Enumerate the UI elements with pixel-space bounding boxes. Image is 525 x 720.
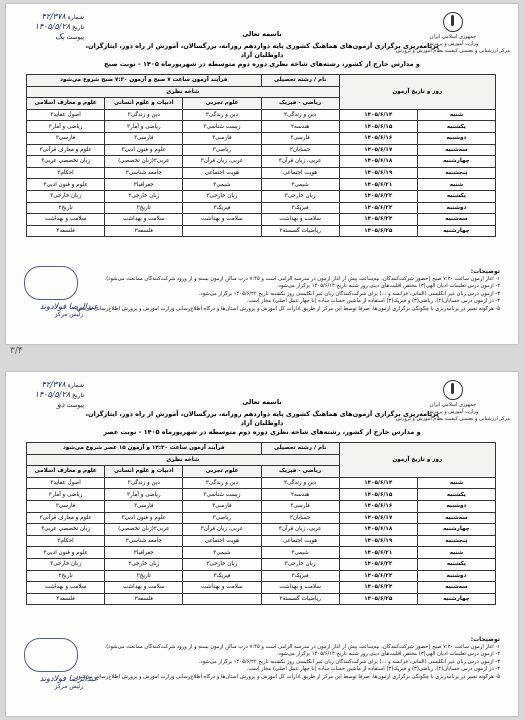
table-row [27, 109, 496, 121]
exam-day: یکشنبه [417, 558, 495, 570]
title-line-1: برنامه‌ریزی برگزاری آزمون‌های هماهنگ کشوری پایه دوازدهم روزانه، بزرگسالان، آموزش از راه دور، ایثارگران، داوطلبان آزاد [85, 42, 439, 59]
subject-cell: هویت اجتماعی [261, 535, 339, 547]
subject-cell: علوم و فنون ادبی۳ [105, 512, 183, 524]
exam-date: ۱۴۰۵/۶/۲۱ [339, 547, 417, 559]
note-line: ۵- هرگونه تغییر در برنامه‌ریزی با چگونگی برگزاری آزمون‌ها، صرفاً توسط این مرکز از طریق ادارات کل آموزش و پرورش استان‌ها و درگاه اطلاع‌رسانی وزارت آموزش و پرورش اطلاع‌رسانی می‌شود. [74, 673, 500, 680]
subject-cell: فلسفه۳ [27, 593, 105, 605]
subject-cell: فارسی۳ [27, 132, 105, 144]
subject-cell: دین و زندگی۳ [105, 109, 183, 121]
center-label: مرکز ارزشیابی و تضمین کیفیت نظام آموزش و پرورش [395, 416, 511, 422]
branch-label: شاخه نظری [27, 454, 340, 466]
subject-cell: شیمی۳ [261, 547, 339, 559]
exam-date: ۱۴۰۵/۶/۱۹ [339, 535, 417, 547]
exam-day: چهارشنبه [417, 524, 495, 536]
table-row [27, 132, 496, 144]
subject-cell: عربی۳(زبان تخصصی) [105, 524, 183, 536]
subject-cell: ریاضی۳ [183, 144, 261, 156]
subject-cell: دین و زندگی۳ [105, 477, 183, 489]
col-field-header: نام / رشته تحصیلی [261, 75, 339, 87]
signer-role: رئیس مرکز [54, 311, 84, 318]
notes-title: توضیحات: [470, 268, 500, 275]
exam-date: ۱۴۰۵/۶/۱۷ [339, 144, 417, 156]
subject-cell: سلامت و بهداشت [105, 582, 183, 594]
subject-cell: سلامت و بهداشت [27, 214, 105, 226]
col-day-header: روز و تاریخ آزمون [339, 443, 495, 478]
exam-date: ۱۴۰۵/۶/۱۶ [339, 500, 417, 512]
title-line-2: و مدارس خارج از کشور، رشته‌های شاخه نظری دوره دوم متوسطه در شهریورماه ۱۴۰۵ - نوبت صبح [104, 60, 420, 68]
exam-date: ۱۴۰۵/۶/۲۵ [339, 225, 417, 237]
subject-cell: علوم و فنون ادبی۳ [27, 179, 105, 191]
subject-cell: تاریخ۳ [105, 202, 183, 214]
subject-cell: جامعه شناسی۳ [105, 535, 183, 547]
exam-time-note: فرآیند آزمون ساعت ۱۴:۳۰ و آزمون ۱۵ عصر شروع می‌شود [27, 443, 262, 455]
exam-date: ۱۴۰۵/۶/۱۸ [339, 524, 417, 536]
exam-date: ۱۴۰۵/۶/۱۴ [339, 109, 417, 121]
title-line-1: برنامه‌ریزی برگزاری آزمون‌های هماهنگ کشوری پایه دوازدهم روزانه، بزرگسالان، آموزش از راه دور، ایثارگران، داوطلبان آزاد [85, 410, 439, 427]
center-label: مرکز ارزشیابی و تضمین کیفیت نظام آموزش و پرورش [395, 48, 511, 54]
subject-cell: هویت اجتماعی [261, 167, 339, 179]
iran-emblem-icon [443, 380, 463, 400]
subject-cell: زیست شناسی۳ [183, 489, 261, 501]
document-page-1 [6, 4, 518, 344]
table-row [27, 489, 496, 501]
exam-day: دوشنبه [417, 132, 495, 144]
note-line: ۱- آغاز آزمون ساعت ۷:۳۰ صبح (حضور شرکت‌کنندگان، نیم‌ساعت پیش از آغاز آزمون در مدرسه الزامی است و ۷:۴۵ درب سالن آزمون بسته و از ورود شرکت‌کنندگان ممانعت می‌شود). [104, 643, 500, 650]
signature-block [24, 674, 114, 690]
subject-cell: علوم و معارف قرآنی۳ [27, 144, 105, 156]
document-page-2 [6, 372, 518, 716]
subject-cell: ریاضی و آمار۳ [105, 121, 183, 133]
table-row [27, 202, 496, 214]
branch-label: شاخه نظری [27, 86, 340, 98]
subject-cell: عربی، زبان قرآن۳ [183, 524, 261, 536]
subject-cell: تاریخ۳ [27, 570, 105, 582]
subject-cell: فارسی۳ [105, 500, 183, 512]
exam-date: ۱۴۰۵/۶/۱۴ [339, 477, 417, 489]
subject-cell: سلامت و بهداشت [105, 214, 183, 226]
table-row [27, 214, 496, 226]
subject-cell: فارسی۳ [261, 500, 339, 512]
exam-day: پنجشنبه [417, 535, 495, 547]
exam-day: یکشنبه [417, 121, 495, 133]
note-line: ۴- در آزمون درس حسابان(۲)، ریاضی(۳) و فیزیک(۳) استفاده از ماشین حساب ساده (با چهار عمل اصلی) مجاز است. [246, 298, 500, 305]
subject-cell: فارسی۳ [183, 500, 261, 512]
subject-cell: شیمی۳ [183, 547, 261, 559]
field-header: ریاضی - فیزیک [261, 466, 339, 478]
subject-cell: هویت اجتماعی [183, 167, 261, 179]
subject-cell: زبان خارجی۳ [183, 190, 261, 202]
subject-cell: سلامت و بهداشت [183, 582, 261, 594]
note-line: ۲- آزمون درس تعلیمات ادیان الهی(۳) مختص اقلیت‌های دینی روز شنبه تاریخ ۱۴۰۵/۶/۱۴ برگزار می‌شود. [276, 651, 500, 658]
subject-cell: دین و زندگی۳ [261, 109, 339, 121]
exam-schedule-table [26, 442, 496, 605]
subject-cell: حسابان۲ [261, 512, 339, 524]
table-header-row [27, 75, 496, 87]
subject-cell: جامعه شناسی۳ [105, 167, 183, 179]
subject-cell: فیزیک۳ [261, 570, 339, 582]
exam-date: ۱۴۰۵/۶/۲۲ [339, 190, 417, 202]
date-label: تاریخ [72, 392, 84, 399]
exam-day: دوشنبه [417, 202, 495, 214]
exam-day: سه‌شنبه [417, 214, 495, 226]
subject-cell: سلامت و بهداشت [27, 582, 105, 594]
subject-cell: زبان خارجی۳ [183, 558, 261, 570]
signer-name: عبدالرضا فولادوند [39, 302, 99, 311]
exam-day: سه‌شنبه [417, 582, 495, 594]
signer-role: رئیس مرکز [54, 683, 84, 690]
subject-cell: هندسه۳ [261, 489, 339, 501]
note-line: ۲- آزمون درس تعلیمات ادیان الهی(۳) مختص اقلیت‌های دینی روز شنبه تاریخ ۱۴۰۵/۶/۱۴ برگزار می‌شود. [276, 283, 500, 290]
subject-cell: فارسی۳ [183, 132, 261, 144]
subject-cell: زیست شناسی۳ [183, 121, 261, 133]
subject-cell: سلامت و بهداشت [261, 582, 339, 594]
field-header: علوم و معارف اسلامی [27, 98, 105, 110]
table-row [27, 225, 496, 237]
subject-cell: احکام۳ [27, 167, 105, 179]
number-label: شماره [67, 14, 84, 21]
exam-day: شنبه [417, 179, 495, 191]
exam-day: سه‌شنبه [417, 144, 495, 156]
subject-cell: جغرافیا۳ [105, 179, 183, 191]
page-number: ۳/۴ [10, 346, 23, 356]
exam-day: سه‌شنبه [417, 512, 495, 524]
subject-cell: زبان خارجی۳ [105, 558, 183, 570]
table-row [27, 121, 496, 133]
letter-date: ۱۴۰۵/۵/۲۸ [34, 22, 71, 31]
exam-date: ۱۴۰۵/۶/۲۴ [339, 214, 417, 226]
subject-cell: سلامت و بهداشت [261, 214, 339, 226]
exam-date: ۱۴۰۵/۶/۲۱ [339, 179, 417, 191]
table-row [27, 570, 496, 582]
exam-day: دوشنبه [417, 570, 495, 582]
bismillah-heading: باسمه تعالی [242, 398, 282, 406]
exam-day: یکشنبه [417, 489, 495, 501]
subject-cell: حسابان۲ [261, 144, 339, 156]
subject-cell: جغرافیا۳ [105, 547, 183, 559]
subject-cell: زبان تخصصی عربی۳ [27, 524, 105, 536]
title-line-2: و مدارس خارج از کشور، رشته‌های شاخه نظری دوره دوم متوسطه در شهریورماه ۱۴۰۵ - نوبت عصر [103, 428, 421, 436]
exam-date: ۱۴۰۵/۶/۱۷ [339, 512, 417, 524]
subject-cell: زبان خارجی۳ [261, 190, 339, 202]
subject-cell: شیمی۳ [261, 179, 339, 191]
table-row [27, 558, 496, 570]
subject-cell: فارسی۳ [105, 132, 183, 144]
col-day-header: روز و تاریخ آزمون [339, 75, 495, 110]
subject-cell: سلامت و بهداشت [183, 214, 261, 226]
table-row [27, 167, 496, 179]
attach-label: پیوست [66, 34, 84, 41]
subject-cell: دین و زندگی۳ [183, 109, 261, 121]
subject-cell: هویت اجتماعی [183, 535, 261, 547]
number-label: شماره [67, 382, 84, 389]
table-row [27, 512, 496, 524]
document-title [76, 42, 448, 69]
subject-cell: فیزیک۳ [183, 202, 261, 214]
exam-day: شنبه [417, 109, 495, 121]
exam-day: شنبه [417, 477, 495, 489]
table-row [27, 477, 496, 489]
iran-emblem-icon [443, 12, 463, 32]
official-stamp-icon [24, 266, 78, 300]
subject-cell: اصول عقاید۳ [27, 109, 105, 121]
field-header: علوم تجربی [183, 466, 261, 478]
exam-time-note: فرآیند آزمون ساعت ۷ صبح و آزمون ۷:۳۰ صبح شروع می‌شود [27, 75, 262, 87]
subject-cell [183, 593, 261, 605]
table-row [27, 524, 496, 536]
exam-date: ۱۴۰۵/۶/۲۵ [339, 593, 417, 605]
exam-day: پنجشنبه [417, 167, 495, 179]
subject-cell: ریاضی و آمار۳ [105, 489, 183, 501]
table-row [27, 535, 496, 547]
subject-cell: علوم و معارف قرآنی۳ [27, 512, 105, 524]
subject-cell: عربی، زبان قرآن۳ [183, 156, 261, 168]
subject-cell: ریاضی۳ [183, 512, 261, 524]
note-line: ۳- آزمون درس زبان غیر انگلیسی (آلمانی، فرانسه و ...) برای شرکت‌کنندگان زبان غیر انگلیسی روز یکشنبه تاریخ ۱۴۰۵/۶/۲۲ برگزار می‌شود. [198, 658, 500, 665]
bismillah-heading: باسمه تعالی [242, 30, 282, 38]
note-line: ۱- آغاز آزمون ساعت ۷:۳۰ صبح (حضور شرکت‌کنندگان، نیم‌ساعت پیش از آغاز آزمون در مدرسه الزامی است و ۷:۴۵ درب سالن آزمون بسته و از ورود شرکت‌کنندگان ممانعت می‌شود). [104, 275, 500, 282]
subject-cell: فیزیک۳ [183, 570, 261, 582]
exam-date: ۱۴۰۵/۶/۲۲ [339, 558, 417, 570]
subject-cell: دین و زندگی۳ [261, 477, 339, 489]
signer-name: عبدالرضا فولادوند [39, 674, 99, 683]
field-header: ادبیات و علوم انسانی [105, 98, 183, 110]
subject-cell: فلسفه۳ [105, 593, 183, 605]
subject-cell: ریاضیات گسسته۳ [261, 593, 339, 605]
table-row [27, 190, 496, 202]
subject-cell: تاریخ۳ [105, 570, 183, 582]
subject-cell: اصول عقاید۳ [27, 477, 105, 489]
exam-day: چهارشنبه [417, 225, 495, 237]
table-row [27, 156, 496, 168]
subject-cell: زبان خارجی۳ [27, 190, 105, 202]
subject-cell: هندسه۳ [261, 121, 339, 133]
subject-cell: زبان تخصصی عربی۳ [27, 156, 105, 168]
table-row [27, 144, 496, 156]
table-row [27, 500, 496, 512]
exam-date: ۱۴۰۵/۶/۲۳ [339, 570, 417, 582]
exam-date: ۱۴۰۵/۶/۱۹ [339, 167, 417, 179]
exam-day: شنبه [417, 547, 495, 559]
subject-cell: دین و زندگی۳ [183, 477, 261, 489]
subject-cell: زبان خارجی۳ [27, 558, 105, 570]
official-stamp-icon [24, 638, 78, 672]
exam-day: چهارشنبه [417, 593, 495, 605]
field-header: ریاضی - فیزیک [261, 98, 339, 110]
subject-cell: علوم و فنون ادبی۳ [105, 144, 183, 156]
ministry-label: وزارت آموزش و پرورش [427, 41, 479, 47]
subject-cell: ریاضی و آمار۳ [27, 121, 105, 133]
letter-attach: یک [55, 32, 65, 41]
subject-cell: زبان خارجی۳ [105, 190, 183, 202]
table-row [27, 582, 496, 594]
subject-cell: تاریخ۳ [27, 202, 105, 214]
subject-cell: ریاضیات گسسته۳ [261, 225, 339, 237]
ministry-label: وزارت آموزش و پرورش [427, 409, 479, 415]
date-label: تاریخ [72, 24, 84, 31]
letter-attach: دو [57, 400, 65, 409]
letter-date: ۱۴۰۵/۵/۲۸ [34, 390, 71, 399]
subject-cell: عربی، زبان قرآن۳ [261, 524, 339, 536]
republic-label: جمهوری اسلامی ایران [429, 34, 477, 40]
republic-label: جمهوری اسلامی ایران [429, 402, 477, 408]
table-row [27, 547, 496, 559]
subject-cell [183, 225, 261, 237]
subject-cell: فیزیک۳ [261, 202, 339, 214]
notes-title: توضیحات: [470, 636, 500, 643]
field-header: علوم و معارف اسلامی [27, 466, 105, 478]
exam-schedule-table [26, 74, 496, 237]
table-row [27, 593, 496, 605]
exam-date: ۱۴۰۵/۶/۲۳ [339, 202, 417, 214]
subject-cell: عربی، زبان قرآن۳ [261, 156, 339, 168]
exam-date: ۱۴۰۵/۶/۲۴ [339, 582, 417, 594]
exam-day: دوشنبه [417, 500, 495, 512]
field-header: ادبیات و علوم انسانی [105, 466, 183, 478]
signature-block [24, 302, 114, 318]
exam-date: ۱۴۰۵/۶/۱۵ [339, 489, 417, 501]
document-title [76, 410, 448, 437]
exam-date: ۱۴۰۵/۶/۱۸ [339, 156, 417, 168]
col-field-header: نام / رشته تحصیلی [261, 443, 339, 455]
exam-day: چهارشنبه [417, 156, 495, 168]
note-line: ۴- در آزمون درس حسابان(۲)، ریاضی(۳) و فیزیک(۳) استفاده از ماشین حساب ساده (با چهار عمل اصلی) مجاز است. [246, 666, 500, 673]
subject-cell: فلسفه۳ [105, 225, 183, 237]
subject-cell: علوم و فنون ادبی۳ [27, 547, 105, 559]
subject-cell: احکام۳ [27, 535, 105, 547]
exam-day: یکشنبه [417, 190, 495, 202]
subject-cell: زبان خارجی۳ [261, 558, 339, 570]
subject-cell: ریاضی و آمار۳ [27, 489, 105, 501]
subject-cell: فارسی۳ [261, 132, 339, 144]
note-line: ۵- هرگونه تغییر در برنامه‌ریزی با چگونگی برگزاری آزمون‌ها، صرفاً توسط این مرکز از طریق ادارات کل آموزش و پرورش استان‌ها و درگاه اطلاع‌رسانی وزارت آموزش و پرورش اطلاع‌رسانی می‌شود. [74, 305, 500, 312]
note-line: ۳- آزمون درس زبان غیر انگلیسی (آلمانی، فرانسه و ...) برای شرکت‌کنندگان زبان غیر انگلیسی روز یکشنبه تاریخ ۱۴۰۵/۶/۲۲ برگزار می‌شود. [198, 290, 500, 297]
table-header-row [27, 443, 496, 455]
exam-date: ۱۴۰۵/۶/۱۶ [339, 132, 417, 144]
letter-number: ۴۲/۳۷۸ [41, 380, 66, 389]
exam-date: ۱۴۰۵/۶/۱۵ [339, 121, 417, 133]
attach-label: پیوست [66, 402, 84, 409]
subject-cell: فلسفه۳ [27, 225, 105, 237]
subject-cell: عربی۳(زبان تخصصی) [105, 156, 183, 168]
field-header: علوم تجربی [183, 98, 261, 110]
table-row [27, 179, 496, 191]
subject-cell: فارسی۳ [27, 500, 105, 512]
subject-cell: شیمی۳ [183, 179, 261, 191]
letter-number: ۴۲/۳۷۸ [41, 12, 66, 21]
